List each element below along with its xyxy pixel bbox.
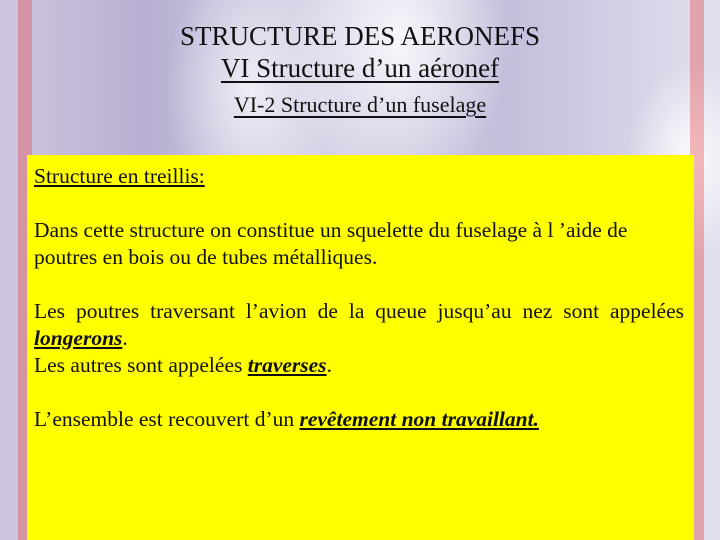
term-longerons: longerons	[34, 326, 123, 350]
slide-header	[0, 20, 720, 120]
paragraph-squelette: Dans cette structure on constitue un squelette du fuselage à l ’aide de poutres en bois ou de tubes métalliques.	[34, 218, 628, 269]
paragraph-longerons-text: Les poutres traversant l’avion de la queue jusqu’au nez sont appelées	[34, 299, 684, 323]
term-revetement: revêtement non travaillant.	[299, 407, 539, 431]
term-traverses: traverses	[247, 353, 327, 377]
slide-title: STRUCTURE DES AERONEFS	[179, 21, 541, 51]
paragraph-revetement-text: L’ensemble est recouvert d’un	[34, 407, 300, 431]
section-title: VI Structure d’un aéronef	[220, 53, 500, 83]
content-subtitle: Structure en treillis:	[34, 164, 205, 188]
paragraph-traverses	[34, 352, 684, 379]
content-panel	[27, 155, 694, 540]
paragraph-traverses-text: Les autres sont appelées	[34, 353, 248, 377]
paragraph-traverses-end: .	[326, 353, 332, 377]
paragraph-revetement	[34, 406, 684, 433]
paragraph-longerons-end: .	[122, 326, 128, 350]
paragraph-longerons	[34, 298, 684, 352]
subsection-title: VI-2 Structure d’un fuselage	[233, 92, 487, 117]
